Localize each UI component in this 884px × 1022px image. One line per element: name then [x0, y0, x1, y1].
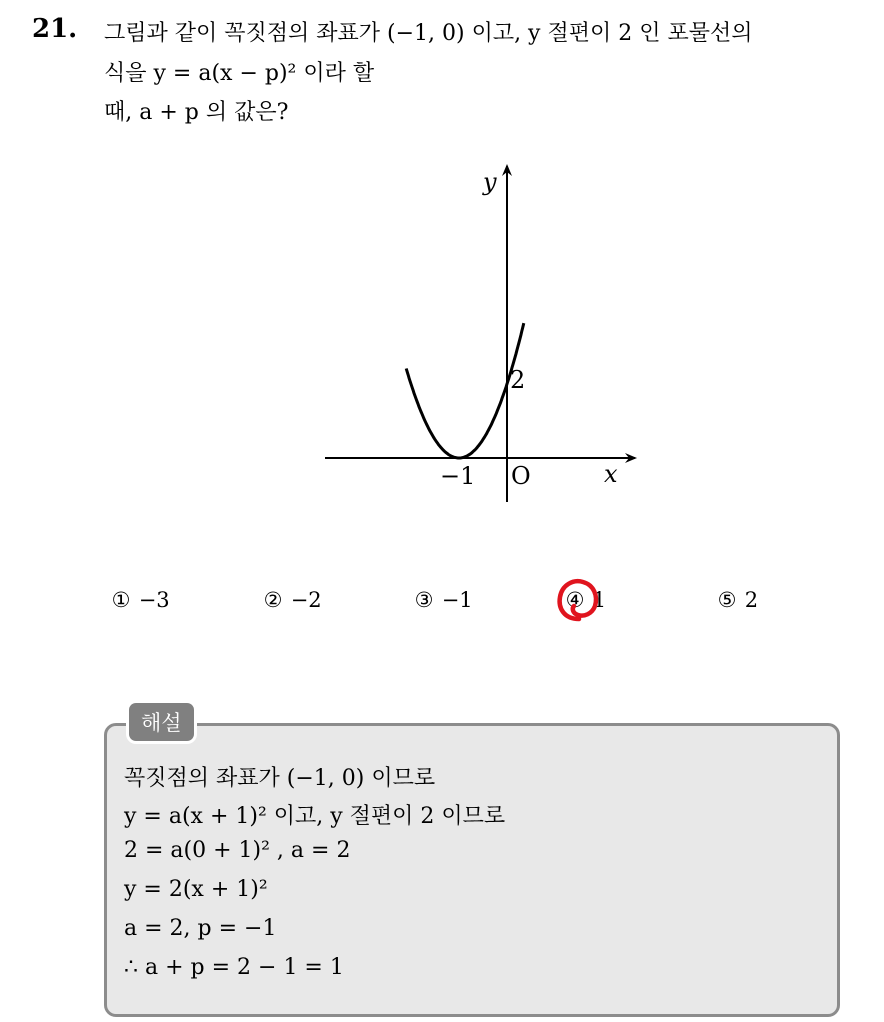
choice-2[interactable]: [262, 588, 322, 612]
choice-1-value: −3: [138, 588, 170, 612]
origin-label: O: [511, 462, 531, 490]
y-intercept-label: 2: [510, 366, 526, 394]
y-axis-label: y: [483, 168, 497, 196]
choice-3-mark: ③: [414, 588, 434, 612]
solution-tag: 해설: [129, 703, 194, 741]
choice-3-value: −1: [441, 588, 473, 612]
solution-line-6: ∴ a + p = 2 − 1 = 1: [124, 955, 344, 980]
answer-circle-mark: [554, 575, 602, 623]
question-text-line-3: 때, a + p 의 값은?: [104, 100, 289, 125]
x-axis-label: x: [604, 460, 618, 488]
question-text-line-1: 그림과 같이 꼭짓점의 좌표가 (−1, 0) 이고, y 절편이 2 인 포물선의: [104, 21, 753, 46]
choice-5-value: 2: [744, 588, 759, 612]
choice-5[interactable]: [716, 588, 758, 612]
choice-5-mark: ⑤: [717, 588, 737, 612]
parabola-graph: [300, 150, 645, 510]
solution-line-3: 2 = a(0 + 1)² , a = 2: [124, 838, 351, 863]
choice-1-mark: ①: [111, 588, 131, 612]
solution-line-5: a = 2, p = −1: [124, 916, 277, 941]
choice-1[interactable]: [110, 588, 170, 612]
choice-4-value: 1: [592, 588, 607, 612]
choice-4-mark: ④: [565, 588, 585, 612]
solution-line-4: y = 2(x + 1)²: [124, 877, 268, 902]
solution-line-1: 꼭짓점의 좌표가 (−1, 0) 이므로: [124, 766, 436, 791]
question-number: 21.: [32, 14, 78, 44]
choice-3[interactable]: [413, 588, 473, 612]
solution-line-2: y = a(x + 1)² 이고, y 절편이 2 이므로: [124, 804, 506, 829]
choice-2-value: −2: [290, 588, 322, 612]
vertex-x-label: −1: [440, 462, 476, 490]
choice-2-mark: ②: [263, 588, 283, 612]
question-text-line-2: 식을 y = a(x − p)² 이라 할: [104, 61, 375, 86]
